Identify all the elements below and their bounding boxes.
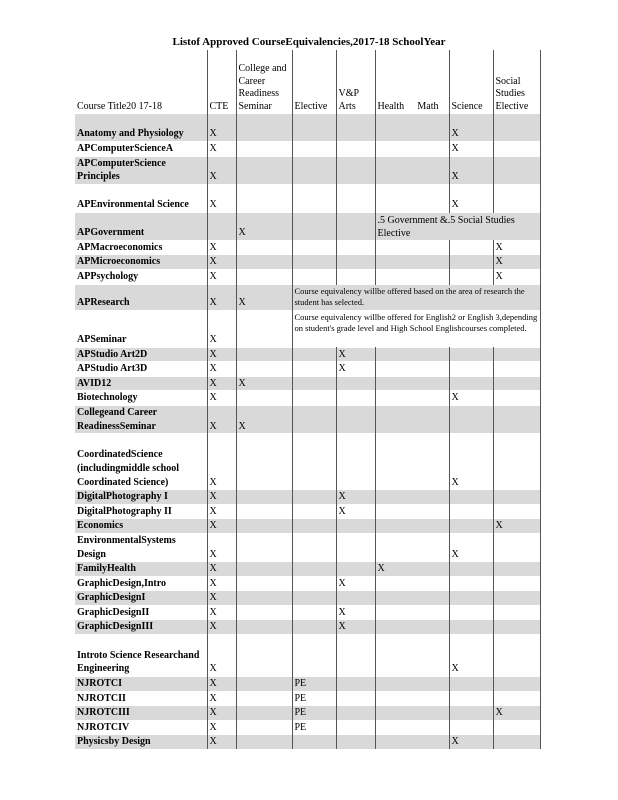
elective-cell xyxy=(292,533,336,561)
ccrs-cell xyxy=(236,533,292,561)
vp-arts-cell xyxy=(336,706,375,721)
vp-arts-cell xyxy=(336,691,375,706)
elective-cell: PE xyxy=(292,677,336,692)
science-cell: X xyxy=(449,184,493,212)
cte-cell: X xyxy=(207,347,236,362)
table-row xyxy=(75,240,540,255)
cte-cell: X xyxy=(207,376,236,391)
social-studies-cell xyxy=(493,114,540,142)
social-studies-cell xyxy=(493,391,540,406)
science-cell xyxy=(449,605,493,620)
social-studies-cell xyxy=(493,504,540,519)
cte-cell: X xyxy=(207,576,236,591)
elective-cell xyxy=(292,240,336,255)
elective-cell xyxy=(292,605,336,620)
ccrs-cell xyxy=(236,735,292,749)
vp-arts-cell: X xyxy=(336,347,375,362)
elective-cell xyxy=(292,255,336,270)
health-math-cell xyxy=(375,533,449,561)
vp-arts-cell xyxy=(336,591,375,606)
vp-arts-cell xyxy=(336,434,375,490)
table-row xyxy=(75,735,540,749)
document-title: Listof Approved CourseEquivalencies,2017-18 SchoolYear xyxy=(172,36,446,48)
cte-cell: X xyxy=(207,735,236,749)
social-studies-cell xyxy=(493,591,540,606)
health-math-cell xyxy=(375,490,449,505)
ccrs-cell xyxy=(236,269,292,284)
health-math-cell xyxy=(375,240,449,255)
science-cell xyxy=(449,362,493,377)
vp-arts-cell xyxy=(336,240,375,255)
ccrs-cell: X xyxy=(236,405,292,433)
cte-cell: X xyxy=(207,720,236,735)
table-row xyxy=(75,706,540,721)
science-cell xyxy=(449,720,493,735)
health-math-cell xyxy=(375,677,449,692)
vp-arts-cell: X xyxy=(336,605,375,620)
vp-arts-cell xyxy=(336,156,375,184)
header-vp-arts: V&P Arts xyxy=(336,51,375,114)
header-science: Science xyxy=(449,51,493,114)
elective-cell xyxy=(292,114,336,142)
course-name-cell: APMicroeconomics xyxy=(75,255,207,270)
elective-cell xyxy=(292,519,336,534)
social-studies-cell xyxy=(493,405,540,433)
ccrs-cell xyxy=(236,156,292,184)
ccrs-cell xyxy=(236,576,292,591)
cte-cell: X xyxy=(207,519,236,534)
health-math-cell xyxy=(375,605,449,620)
course-name-cell: AVID12 xyxy=(75,376,207,391)
vp-arts-cell: X xyxy=(336,576,375,591)
header-row xyxy=(75,51,540,114)
health-math-cell xyxy=(375,405,449,433)
course-name-cell: APMacroeconomics xyxy=(75,240,207,255)
vp-arts-cell xyxy=(336,184,375,212)
health-math-cell xyxy=(375,720,449,735)
ccrs-cell xyxy=(236,362,292,377)
vp-arts-cell xyxy=(336,269,375,284)
cte-cell: X xyxy=(207,284,236,310)
social-studies-cell xyxy=(493,620,540,635)
health-math-cell xyxy=(375,269,449,284)
social-studies-cell: X xyxy=(493,519,540,534)
table-row xyxy=(75,720,540,735)
elective-cell: PE xyxy=(292,691,336,706)
social-studies-cell xyxy=(493,184,540,212)
vp-arts-cell: X xyxy=(336,620,375,635)
ccrs-cell xyxy=(236,605,292,620)
cte-cell: X xyxy=(207,310,236,347)
science-cell xyxy=(449,562,493,577)
header-health-math xyxy=(375,51,449,114)
course-name-cell: FamilyHealth xyxy=(75,562,207,577)
science-cell xyxy=(449,504,493,519)
vp-arts-cell xyxy=(336,533,375,561)
header-health: Health xyxy=(377,100,405,112)
vp-arts-cell xyxy=(336,677,375,692)
elective-cell: PE xyxy=(292,706,336,721)
table-row xyxy=(75,605,540,620)
cte-cell: X xyxy=(207,405,236,433)
table-row xyxy=(75,691,540,706)
social-studies-cell xyxy=(493,605,540,620)
table-row xyxy=(75,156,540,184)
table-body xyxy=(75,114,540,750)
elective-cell xyxy=(292,156,336,184)
ccrs-cell xyxy=(236,310,292,347)
ccrs-cell xyxy=(236,635,292,677)
cte-cell: X xyxy=(207,255,236,270)
science-cell xyxy=(449,706,493,721)
science-cell xyxy=(449,576,493,591)
science-cell xyxy=(449,376,493,391)
elective-cell xyxy=(292,405,336,433)
science-cell xyxy=(449,519,493,534)
vp-arts-cell xyxy=(336,562,375,577)
header-cte: CTE xyxy=(207,51,236,114)
table-row xyxy=(75,591,540,606)
table-row xyxy=(75,347,540,362)
science-cell xyxy=(449,269,493,284)
vp-arts-cell: X xyxy=(336,362,375,377)
health-math-cell xyxy=(375,706,449,721)
vp-arts-cell xyxy=(336,255,375,270)
table-row xyxy=(75,269,540,284)
table-row xyxy=(75,504,540,519)
social-studies-cell xyxy=(493,562,540,577)
table-row xyxy=(75,576,540,591)
equivalency-note: Course equivalency willbe offered for English2 or English 3,depending on student's grade level and High School Englishcourses completed. xyxy=(292,310,540,347)
science-cell: X xyxy=(449,635,493,677)
course-name-cell: Physicsby Design xyxy=(75,735,207,749)
cte-cell: X xyxy=(207,677,236,692)
table-row xyxy=(75,405,540,433)
social-studies-cell xyxy=(493,434,540,490)
table-row xyxy=(75,184,540,212)
science-cell xyxy=(449,490,493,505)
table-row xyxy=(75,620,540,635)
elective-cell xyxy=(292,362,336,377)
social-studies-cell xyxy=(493,677,540,692)
cte-cell: X xyxy=(207,184,236,212)
science-cell: X xyxy=(449,391,493,406)
science-cell xyxy=(449,691,493,706)
elective-cell xyxy=(292,735,336,749)
health-math-cell xyxy=(375,156,449,184)
equivalency-note: Course equivalency willbe offered based on the area of research the student has selected. xyxy=(292,284,540,310)
ccrs-cell xyxy=(236,677,292,692)
social-studies-cell: X xyxy=(493,269,540,284)
ccrs-cell xyxy=(236,114,292,142)
elective-cell xyxy=(292,434,336,490)
health-math-cell xyxy=(375,576,449,591)
cte-cell: X xyxy=(207,434,236,490)
table-row xyxy=(75,114,540,142)
course-name-cell: NJROTCIV xyxy=(75,720,207,735)
table-row xyxy=(75,635,540,677)
cte-cell: X xyxy=(207,620,236,635)
cte-cell: X xyxy=(207,635,236,677)
vp-arts-cell: X xyxy=(336,490,375,505)
social-studies-cell xyxy=(493,735,540,749)
ccrs-cell xyxy=(236,434,292,490)
cte-cell: X xyxy=(207,504,236,519)
table-row xyxy=(75,284,540,310)
ccrs-cell xyxy=(236,255,292,270)
course-name-cell: Economics xyxy=(75,519,207,534)
cte-cell xyxy=(207,212,236,240)
ccrs-cell xyxy=(236,691,292,706)
ccrs-cell xyxy=(236,240,292,255)
cte-cell: X xyxy=(207,142,236,157)
ccrs-cell xyxy=(236,142,292,157)
elective-cell xyxy=(292,376,336,391)
course-name-cell: APSeminar xyxy=(75,310,207,347)
social-studies-cell xyxy=(493,347,540,362)
cte-cell: X xyxy=(207,691,236,706)
course-name-cell: APResearch xyxy=(75,284,207,310)
course-name-cell: APComputerScience Principles xyxy=(75,156,207,184)
course-name-cell: CoordinatedScience (includingmiddle school Coordinated Science) xyxy=(75,434,207,490)
course-name-cell: Anatomy and Physiology xyxy=(75,114,207,142)
science-cell xyxy=(449,347,493,362)
vp-arts-cell xyxy=(336,212,375,240)
cte-cell: X xyxy=(207,605,236,620)
social-studies-cell xyxy=(493,362,540,377)
table-row xyxy=(75,677,540,692)
header-course-title: Course Title20 17-18 xyxy=(75,51,207,114)
health-math-cell xyxy=(375,519,449,534)
cte-cell: X xyxy=(207,490,236,505)
course-name-cell: DigitalPhotography I xyxy=(75,490,207,505)
cte-cell: X xyxy=(207,591,236,606)
course-name-cell: APStudio Art2D xyxy=(75,347,207,362)
social-studies-cell xyxy=(493,156,540,184)
course-name-cell: NJROTCIII xyxy=(75,706,207,721)
table-row xyxy=(75,434,540,490)
health-math-cell xyxy=(375,434,449,490)
social-studies-cell xyxy=(493,635,540,677)
vp-arts-cell xyxy=(336,519,375,534)
course-name-cell: NJROTCII xyxy=(75,691,207,706)
ccrs-cell xyxy=(236,706,292,721)
elective-cell xyxy=(292,142,336,157)
social-studies-cell: X xyxy=(493,240,540,255)
science-cell: X xyxy=(449,114,493,142)
cte-cell: X xyxy=(207,562,236,577)
table-row xyxy=(75,562,540,577)
course-name-cell: GraphicDesign,Intro xyxy=(75,576,207,591)
social-studies-cell: X xyxy=(493,706,540,721)
cte-cell: X xyxy=(207,706,236,721)
ccrs-cell xyxy=(236,504,292,519)
header-ccrs: College and Career Readiness Seminar xyxy=(236,51,292,114)
course-name-cell: APGovernment xyxy=(75,212,207,240)
health-math-cell xyxy=(375,504,449,519)
course-name-cell: APEnvironmental Science xyxy=(75,184,207,212)
ccrs-cell: X xyxy=(236,212,292,240)
table-row xyxy=(75,519,540,534)
social-studies-cell xyxy=(493,533,540,561)
course-name-cell: GraphicDesignIII xyxy=(75,620,207,635)
table-row xyxy=(75,212,540,240)
table-row xyxy=(75,490,540,505)
science-cell xyxy=(449,591,493,606)
header-social-studies: Social Studies Elective xyxy=(493,51,540,114)
vp-arts-cell xyxy=(336,720,375,735)
health-math-cell xyxy=(375,591,449,606)
health-math-cell xyxy=(375,255,449,270)
elective-cell xyxy=(292,212,336,240)
science-cell xyxy=(449,405,493,433)
elective-cell xyxy=(292,562,336,577)
cte-cell: X xyxy=(207,240,236,255)
table-row xyxy=(75,255,540,270)
course-name-cell: APStudio Art3D xyxy=(75,362,207,377)
course-name-cell: GraphicDesignII xyxy=(75,605,207,620)
table-row xyxy=(75,533,540,561)
science-cell xyxy=(449,240,493,255)
elective-cell xyxy=(292,635,336,677)
ccrs-cell xyxy=(236,347,292,362)
cte-cell: X xyxy=(207,269,236,284)
ccrs-cell xyxy=(236,184,292,212)
equivalency-note: .5 Government &.5 Social Studies Elective xyxy=(375,212,540,240)
cte-cell: X xyxy=(207,114,236,142)
vp-arts-cell xyxy=(336,405,375,433)
health-math-cell xyxy=(375,635,449,677)
health-math-cell xyxy=(375,562,449,577)
science-cell: X xyxy=(449,142,493,157)
social-studies-cell xyxy=(493,490,540,505)
social-studies-cell xyxy=(493,376,540,391)
health-math-cell xyxy=(375,620,449,635)
ccrs-cell xyxy=(236,620,292,635)
cte-cell: X xyxy=(207,533,236,561)
elective-cell xyxy=(292,269,336,284)
cte-cell: X xyxy=(207,362,236,377)
course-name-cell: APComputerScienceA xyxy=(75,142,207,157)
health-math-cell xyxy=(375,114,449,142)
elective-cell xyxy=(292,504,336,519)
elective-cell: PE xyxy=(292,720,336,735)
course-name-cell: Introto Science Researchand Engineering xyxy=(75,635,207,677)
vp-arts-cell xyxy=(336,142,375,157)
health-math-cell xyxy=(375,691,449,706)
science-cell xyxy=(449,677,493,692)
ccrs-cell xyxy=(236,519,292,534)
science-cell xyxy=(449,620,493,635)
course-name-cell: NJROTCI xyxy=(75,677,207,692)
ccrs-cell: X xyxy=(236,376,292,391)
elective-cell xyxy=(292,347,336,362)
science-cell: X xyxy=(449,156,493,184)
header-math: Math xyxy=(417,100,439,112)
course-name-cell: EnvironmentalSystems Design xyxy=(75,533,207,561)
social-studies-cell xyxy=(493,720,540,735)
vp-arts-cell xyxy=(336,735,375,749)
vp-arts-cell xyxy=(336,635,375,677)
course-name-cell: Biotechnology xyxy=(75,391,207,406)
health-math-cell xyxy=(375,735,449,749)
elective-cell xyxy=(292,490,336,505)
health-math-cell xyxy=(375,391,449,406)
cte-cell: X xyxy=(207,156,236,184)
course-name-cell: APPsychology xyxy=(75,269,207,284)
health-mark: X xyxy=(377,563,385,575)
ccrs-cell: X xyxy=(236,284,292,310)
equivalency-table xyxy=(75,50,541,749)
social-studies-cell xyxy=(493,142,540,157)
science-cell xyxy=(449,255,493,270)
vp-arts-cell xyxy=(336,391,375,406)
table-row xyxy=(75,362,540,377)
course-name-cell: DigitalPhotography II xyxy=(75,504,207,519)
ccrs-cell xyxy=(236,562,292,577)
table-row xyxy=(75,310,540,347)
social-studies-cell xyxy=(493,576,540,591)
vp-arts-cell xyxy=(336,114,375,142)
health-math-cell xyxy=(375,376,449,391)
social-studies-cell: X xyxy=(493,255,540,270)
vp-arts-cell xyxy=(336,376,375,391)
elective-cell xyxy=(292,391,336,406)
science-cell: X xyxy=(449,533,493,561)
social-studies-cell xyxy=(493,691,540,706)
course-name-cell: Collegeand Career ReadinessSeminar xyxy=(75,405,207,433)
ccrs-cell xyxy=(236,720,292,735)
science-cell: X xyxy=(449,735,493,749)
health-math-cell xyxy=(375,362,449,377)
elective-cell xyxy=(292,576,336,591)
header-elective: Elective xyxy=(292,51,336,114)
table-row xyxy=(75,391,540,406)
health-math-cell xyxy=(375,347,449,362)
ccrs-cell xyxy=(236,591,292,606)
cte-cell: X xyxy=(207,391,236,406)
ccrs-cell xyxy=(236,391,292,406)
elective-cell xyxy=(292,591,336,606)
table-row xyxy=(75,376,540,391)
health-math-cell xyxy=(375,142,449,157)
elective-cell xyxy=(292,184,336,212)
vp-arts-cell: X xyxy=(336,504,375,519)
elective-cell xyxy=(292,620,336,635)
health-math-cell xyxy=(375,184,449,212)
table-row xyxy=(75,142,540,157)
course-name-cell: GraphicDesignI xyxy=(75,591,207,606)
science-cell: X xyxy=(449,434,493,490)
ccrs-cell xyxy=(236,490,292,505)
